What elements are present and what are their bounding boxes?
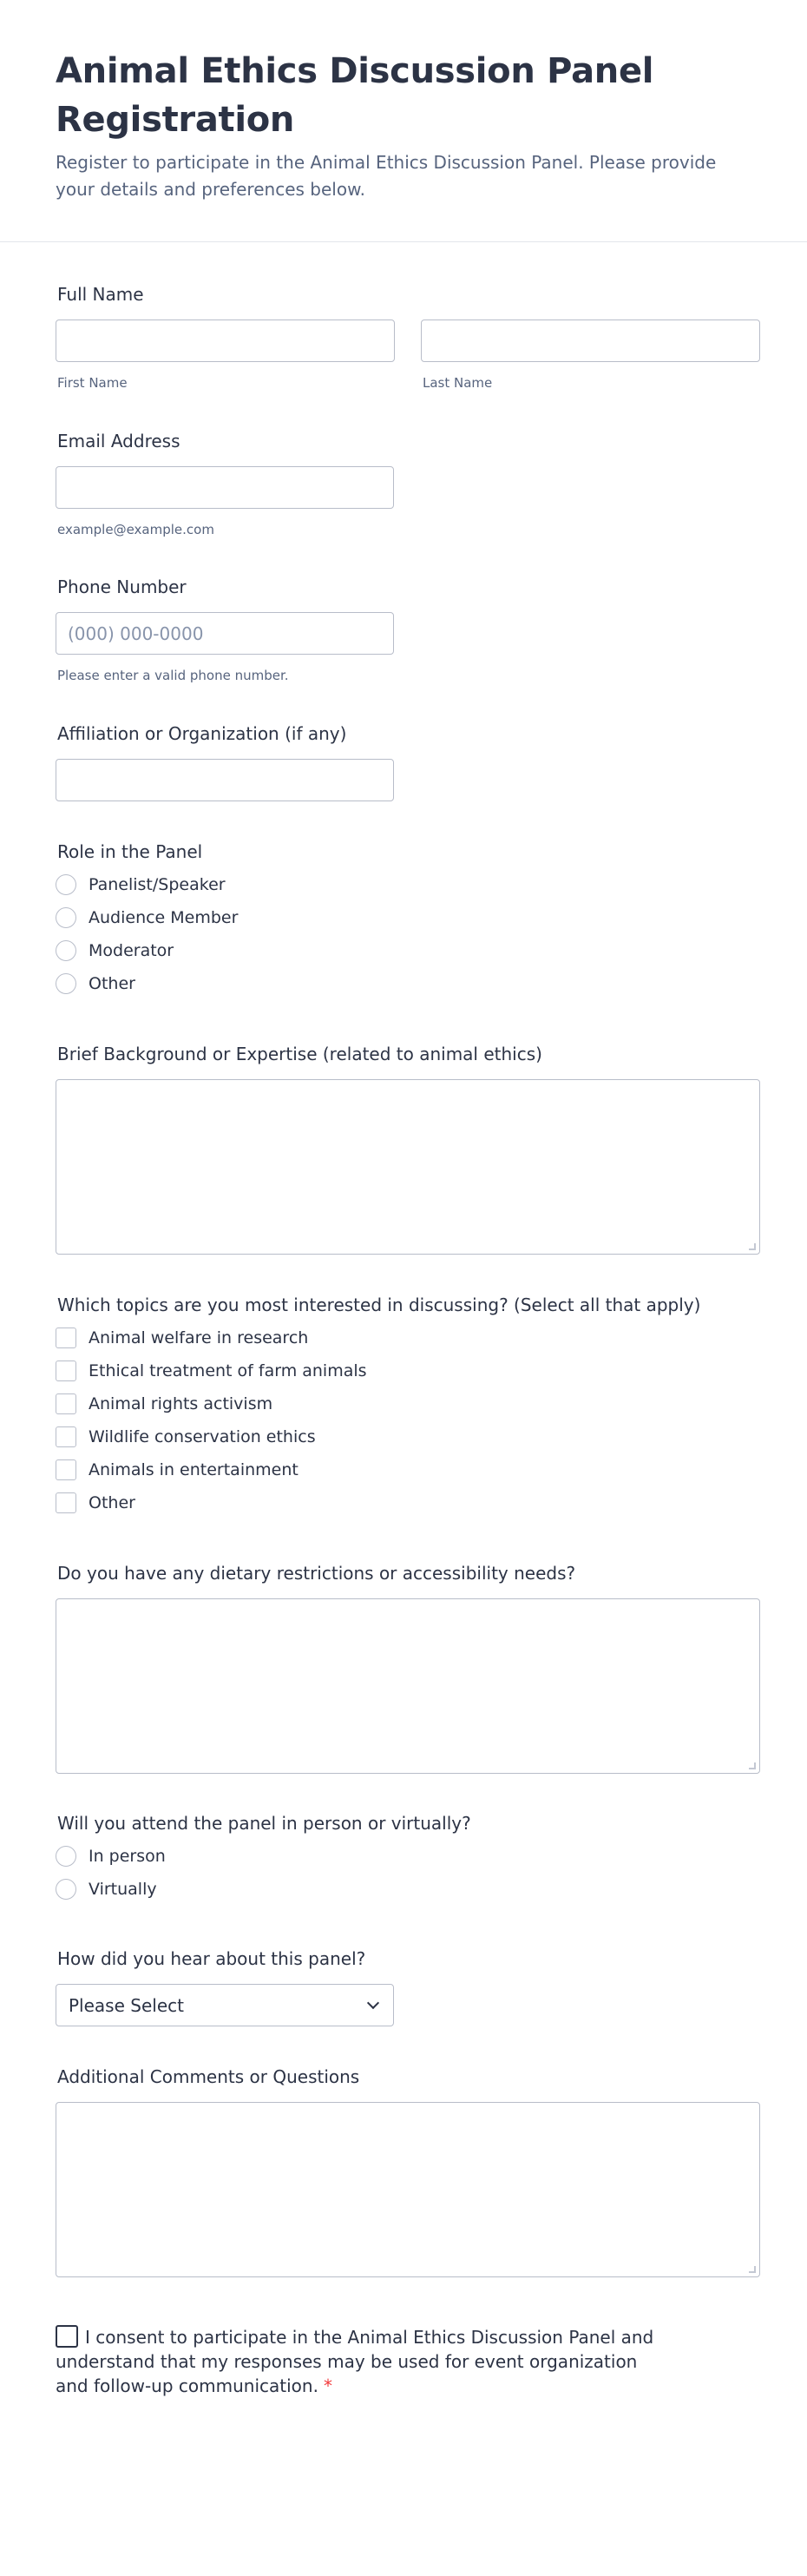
background-textarea[interactable]: [56, 1079, 760, 1255]
topic-option-other[interactable]: [56, 1486, 700, 1519]
comments-label: Additional Comments or Questions: [57, 2066, 360, 2087]
dietary-field: [56, 1562, 760, 1774]
resize-grip-icon[interactable]: [749, 2266, 756, 2273]
form-header: [0, 0, 807, 242]
full-name-field: [56, 283, 760, 391]
attendance-field: [56, 1812, 471, 1906]
option-label: Other: [89, 974, 135, 993]
affiliation-field: [56, 722, 394, 801]
role-option-other[interactable]: [56, 967, 238, 1000]
role-option-moderator[interactable]: [56, 934, 238, 967]
referral-label: How did you hear about this panel?: [57, 1948, 366, 1969]
phone-sublabel: Please enter a valid phone number.: [57, 668, 289, 683]
consent-row: [56, 2325, 663, 2398]
topic-option-activism[interactable]: [56, 1387, 700, 1420]
chevron-down-icon: [367, 1996, 379, 2008]
attendance-option-in-person[interactable]: [56, 1840, 471, 1873]
last-name-sublabel: Last Name: [423, 375, 493, 391]
option-label: Animal welfare in research: [89, 1328, 309, 1347]
phone-input[interactable]: (000) 000-0000: [56, 612, 394, 655]
phone-label: Phone Number: [57, 576, 187, 597]
consent-field: [56, 2325, 663, 2398]
resize-grip-icon[interactable]: [749, 1762, 756, 1769]
affiliation-input[interactable]: [56, 759, 394, 801]
email-field: [56, 430, 394, 537]
role-options: [56, 868, 238, 1000]
topics-field: [56, 1294, 700, 1519]
role-field: [56, 840, 238, 1000]
checkbox[interactable]: [56, 1393, 76, 1414]
option-label: Animals in entertainment: [89, 1460, 299, 1479]
email-input[interactable]: [56, 466, 394, 509]
option-label: Moderator: [89, 941, 174, 960]
checkbox[interactable]: [56, 1459, 76, 1480]
first-name-sublabel: First Name: [57, 375, 128, 391]
background-field: [56, 1043, 760, 1255]
phone-field: [56, 576, 394, 683]
form-subtitle: Register to participate in the Animal Ethics Discussion Panel. Please provide your details and preferences below.: [56, 152, 717, 200]
radio-button[interactable]: [56, 1846, 76, 1867]
attendance-options: [56, 1840, 471, 1906]
option-label: Panelist/Speaker: [89, 875, 226, 894]
checkbox[interactable]: [56, 1328, 76, 1348]
role-label: Role in the Panel: [57, 841, 203, 862]
consent-text: I consent to participate in the Animal Ethics Discussion Panel and understand that my responses may be used for event organization and follow-up communication.: [56, 2327, 654, 2396]
required-marker: *: [323, 2375, 332, 2396]
email-sublabel: example@example.com: [57, 522, 214, 537]
radio-button[interactable]: [56, 874, 76, 895]
referral-select[interactable]: [56, 1984, 394, 2026]
topic-option-wildlife[interactable]: [56, 1420, 700, 1453]
checkbox[interactable]: [56, 1360, 76, 1381]
consent-checkbox[interactable]: [56, 2325, 78, 2348]
attendance-label: Will you attend the panel in person or virtually?: [57, 1813, 471, 1834]
checkbox[interactable]: [56, 1426, 76, 1447]
radio-button[interactable]: [56, 940, 76, 961]
attendance-option-virtually[interactable]: [56, 1873, 471, 1906]
option-label: Audience Member: [89, 908, 239, 927]
option-label: Other: [89, 1493, 135, 1512]
radio-button[interactable]: [56, 973, 76, 994]
resize-grip-icon[interactable]: [749, 1243, 756, 1250]
option-label: Animal rights activism: [89, 1394, 273, 1413]
topic-option-research[interactable]: [56, 1321, 700, 1354]
affiliation-label: Affiliation or Organization (if any): [57, 723, 347, 744]
dietary-textarea[interactable]: [56, 1598, 760, 1774]
role-option-audience[interactable]: [56, 901, 238, 934]
radio-button[interactable]: [56, 1879, 76, 1900]
first-name-input[interactable]: [56, 320, 395, 362]
topics-label: Which topics are you most interested in discussing? (Select all that apply): [57, 1295, 701, 1315]
radio-button[interactable]: [56, 907, 76, 928]
topic-option-entertainment[interactable]: [56, 1453, 700, 1486]
referral-field: [56, 1947, 394, 2026]
topic-option-farm[interactable]: [56, 1354, 700, 1387]
form-title: Animal Ethics Discussion Panel Registration: [56, 51, 654, 140]
role-option-panelist[interactable]: [56, 868, 238, 901]
email-label: Email Address: [57, 431, 180, 451]
option-label: Wildlife conservation ethics: [89, 1427, 316, 1446]
background-label: Brief Background or Expertise (related to animal ethics): [57, 1044, 542, 1064]
last-name-input[interactable]: [421, 320, 760, 362]
full-name-label: Full Name: [57, 284, 144, 305]
topics-options: [56, 1321, 700, 1519]
option-label: Virtually: [89, 1880, 157, 1899]
option-label: Ethical treatment of farm animals: [89, 1361, 367, 1380]
comments-field: [56, 2065, 760, 2277]
dietary-label: Do you have any dietary restrictions or accessibility needs?: [57, 1563, 576, 1584]
referral-selected-value: Please Select: [69, 1994, 184, 2016]
option-label: In person: [89, 1847, 166, 1866]
comments-textarea[interactable]: [56, 2102, 760, 2277]
checkbox[interactable]: [56, 1492, 76, 1513]
